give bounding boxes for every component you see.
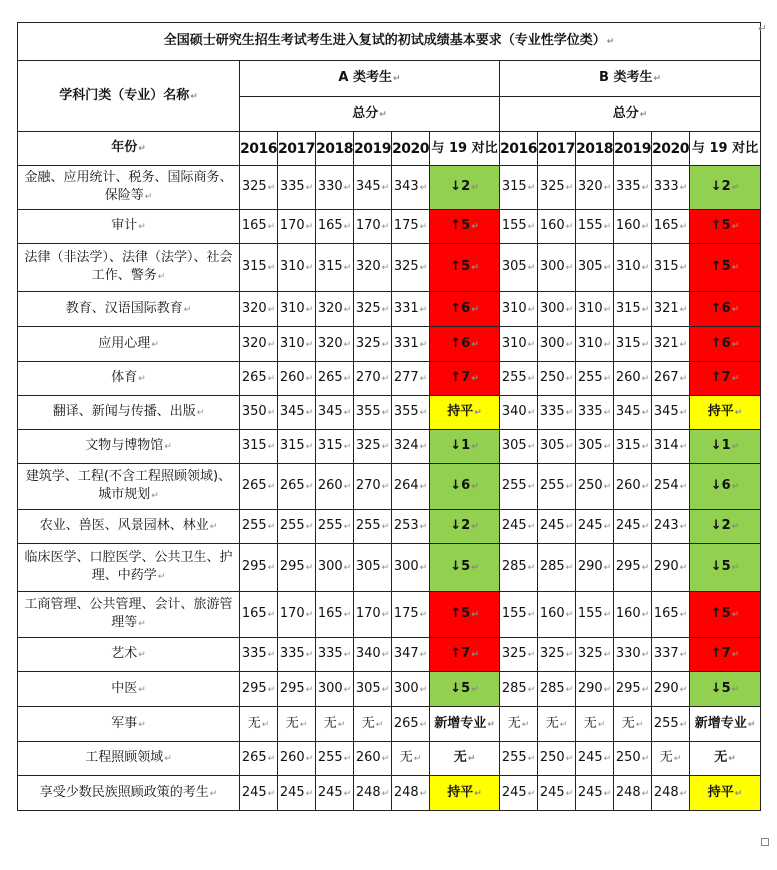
compare-a-cell: ↑5↵ [430, 592, 500, 638]
score-a-cell: 165↵ [316, 592, 354, 638]
score-a-cell: 175↵ [392, 592, 430, 638]
score-b-cell: 315↵ [652, 244, 690, 292]
score-a-cell: 245↵ [278, 776, 316, 811]
compare-b-cell: 新增专业↵ [690, 707, 761, 742]
score-a-cell: 265↵ [316, 362, 354, 396]
compare-a-cell: 持平↵ [430, 396, 500, 430]
score-a-cell: 320↵ [240, 292, 278, 327]
score-b-cell: 285↵ [538, 672, 576, 707]
score-b-cell: 305↵ [538, 430, 576, 464]
score-b-cell: 248↵ [652, 776, 690, 811]
subject-cell: 建筑学、工程(不含工程照顾领域)、城市规划↵ [18, 464, 240, 510]
score-b-cell: 245↵ [538, 510, 576, 544]
score-b-cell: 245↵ [538, 776, 576, 811]
score-b-cell: 260↵ [614, 362, 652, 396]
score-a-cell: 325↵ [354, 292, 392, 327]
score-a-cell: 300↵ [316, 672, 354, 707]
score-a-cell: 340↵ [354, 638, 392, 672]
year-a-2016: 2016 [240, 132, 278, 166]
table-row [18, 638, 761, 672]
score-b-cell: 305↵ [576, 244, 614, 292]
score-b-cell: 248↵ [614, 776, 652, 811]
compare-a-cell: ↓2↵ [430, 510, 500, 544]
score-a-cell: 295↵ [240, 544, 278, 592]
group-b-total-header: 总分↵ [500, 97, 761, 132]
compare-b-cell: ↑5↵ [690, 592, 761, 638]
compare-a-cell: 新增专业↵ [430, 707, 500, 742]
score-a-cell: 170↵ [278, 592, 316, 638]
score-b-cell: 255↵ [652, 707, 690, 742]
subject-cell: 审计↵ [18, 210, 240, 244]
compare-b-cell: 持平↵ [690, 776, 761, 811]
subject-cell: 中医↵ [18, 672, 240, 707]
score-b-cell: 335↵ [614, 166, 652, 210]
score-b-cell: 300↵ [538, 292, 576, 327]
subject-cell: 临床医学、口腔医学、公共卫生、护理、中药学↵ [18, 544, 240, 592]
compare-a-cell: 无↵ [430, 742, 500, 776]
subject-cell: 军事↵ [18, 707, 240, 742]
score-a-cell: 无↵ [278, 707, 316, 742]
score-a-cell: 255↵ [278, 510, 316, 544]
score-a-cell: 355↵ [354, 396, 392, 430]
score-a-cell: 335↵ [316, 638, 354, 672]
score-a-cell: 325↵ [354, 327, 392, 362]
score-b-cell: 290↵ [576, 544, 614, 592]
score-b-cell: 340↵ [500, 396, 538, 430]
subject-cell: 农业、兽医、风景园林、林业↵ [18, 510, 240, 544]
subject-cell: 工程照顾领域↵ [18, 742, 240, 776]
score-a-cell: 335↵ [278, 638, 316, 672]
compare-a-cell: ↑7↵ [430, 638, 500, 672]
score-a-cell: 255↵ [316, 510, 354, 544]
score-a-cell: 305↵ [354, 544, 392, 592]
score-b-cell: 305↵ [500, 430, 538, 464]
compare-b-cell: ↓2↵ [690, 510, 761, 544]
score-a-cell: 无↵ [354, 707, 392, 742]
subject-cell: 翻译、新闻与传播、出版↵ [18, 396, 240, 430]
subject-cell: 教育、汉语国际教育↵ [18, 292, 240, 327]
table-resize-handle[interactable] [761, 838, 769, 846]
score-b-cell: 310↵ [500, 327, 538, 362]
score-a-cell: 315↵ [316, 430, 354, 464]
score-b-cell: 300↵ [538, 327, 576, 362]
score-a-cell: 325↵ [240, 166, 278, 210]
subject-cell: 工商管理、公共管理、会计、旅游管理等↵ [18, 592, 240, 638]
year-b-2020: 2020 [652, 132, 690, 166]
compare-b-cell: ↑5↵ [690, 210, 761, 244]
score-a-cell: 300↵ [316, 544, 354, 592]
score-a-cell: 325↵ [392, 244, 430, 292]
subject-cell: 金融、应用统计、税务、国际商务、保险等↵ [18, 166, 240, 210]
compare-a-cell: ↑7↵ [430, 362, 500, 396]
score-b-cell: 300↵ [538, 244, 576, 292]
score-a-cell: 175↵ [392, 210, 430, 244]
compare-a-cell: ↑6↵ [430, 327, 500, 362]
compare-b-cell: 持平↵ [690, 396, 761, 430]
score-b-cell: 335↵ [538, 396, 576, 430]
score-b-cell: 260↵ [614, 464, 652, 510]
score-a-cell: 295↵ [278, 544, 316, 592]
score-a-cell: 350↵ [240, 396, 278, 430]
score-a-cell: 265↵ [392, 707, 430, 742]
score-b-cell: 255↵ [538, 464, 576, 510]
score-b-cell: 255↵ [500, 362, 538, 396]
score-a-cell: 310↵ [278, 292, 316, 327]
score-b-cell: 245↵ [576, 776, 614, 811]
score-b-cell: 337↵ [652, 638, 690, 672]
subject-cell: 艺术↵ [18, 638, 240, 672]
subject-column-header: 学科门类（专业）名称↵ [18, 61, 240, 132]
compare-b-cell: ↓2↵ [690, 166, 761, 210]
year-label: 年份↵ [18, 132, 240, 166]
score-b-cell: 无↵ [538, 707, 576, 742]
score-a-cell: 277↵ [392, 362, 430, 396]
score-a-cell: 265↵ [240, 464, 278, 510]
score-a-cell: 248↵ [354, 776, 392, 811]
score-a-cell: 315↵ [240, 430, 278, 464]
score-b-cell: 290↵ [652, 672, 690, 707]
table-row [18, 244, 761, 292]
score-a-cell: 345↵ [316, 396, 354, 430]
year-a-2020: 2020 [392, 132, 430, 166]
score-a-cell: 260↵ [278, 742, 316, 776]
table-row [18, 592, 761, 638]
table-row [18, 396, 761, 430]
score-b-cell: 285↵ [538, 544, 576, 592]
table-row [18, 776, 761, 811]
compare-b-cell: ↓1↵ [690, 430, 761, 464]
score-a-cell: 310↵ [278, 244, 316, 292]
compare-b-cell: ↓5↵ [690, 672, 761, 707]
year-b-2019: 2019 [614, 132, 652, 166]
score-a-cell: 315↵ [240, 244, 278, 292]
score-a-cell: 270↵ [354, 464, 392, 510]
compare-b-cell: ↓5↵ [690, 544, 761, 592]
subject-cell: 体育↵ [18, 362, 240, 396]
score-b-cell: 160↵ [538, 210, 576, 244]
score-a-cell: 295↵ [240, 672, 278, 707]
score-table [17, 22, 761, 811]
year-a-2017: 2017 [278, 132, 316, 166]
compare-b-cell: ↑5↵ [690, 244, 761, 292]
score-b-cell: 314↵ [652, 430, 690, 464]
score-a-cell: 355↵ [392, 396, 430, 430]
score-a-cell: 310↵ [278, 327, 316, 362]
score-a-cell: 347↵ [392, 638, 430, 672]
table-row [18, 742, 761, 776]
table-row [18, 362, 761, 396]
score-b-cell: 无↵ [614, 707, 652, 742]
score-b-cell: 315↵ [500, 166, 538, 210]
score-a-cell: 170↵ [354, 592, 392, 638]
score-a-cell: 245↵ [240, 776, 278, 811]
compare-a-cell: ↓2↵ [430, 166, 500, 210]
score-b-cell: 155↵ [500, 210, 538, 244]
score-a-cell: 295↵ [278, 672, 316, 707]
table-row [18, 210, 761, 244]
score-b-cell: 160↵ [614, 592, 652, 638]
score-a-cell: 245↵ [316, 776, 354, 811]
score-a-cell: 253↵ [392, 510, 430, 544]
score-b-cell: 310↵ [576, 292, 614, 327]
score-a-cell: 320↵ [240, 327, 278, 362]
score-b-cell: 320↵ [576, 166, 614, 210]
score-a-cell: 331↵ [392, 327, 430, 362]
score-a-cell: 265↵ [240, 362, 278, 396]
year-header-row [18, 132, 761, 166]
score-a-cell: 330↵ [316, 166, 354, 210]
score-b-cell: 325↵ [538, 166, 576, 210]
compare-b-cell: 无↵ [690, 742, 761, 776]
score-a-cell: 165↵ [240, 210, 278, 244]
score-b-cell: 255↵ [576, 362, 614, 396]
score-b-cell: 305↵ [500, 244, 538, 292]
score-a-cell: 255↵ [316, 742, 354, 776]
score-b-cell: 无↵ [652, 742, 690, 776]
score-b-cell: 250↵ [576, 464, 614, 510]
score-a-cell: 260↵ [354, 742, 392, 776]
score-b-cell: 315↵ [614, 327, 652, 362]
score-b-cell: 321↵ [652, 292, 690, 327]
table-row [18, 707, 761, 742]
score-a-cell: 345↵ [278, 396, 316, 430]
score-a-cell: 165↵ [316, 210, 354, 244]
score-b-cell: 285↵ [500, 672, 538, 707]
compare-a-cell: ↓5↵ [430, 544, 500, 592]
subject-cell: 应用心理↵ [18, 327, 240, 362]
score-b-cell: 155↵ [500, 592, 538, 638]
score-requirements-document [17, 22, 760, 811]
score-b-cell: 245↵ [500, 510, 538, 544]
table-row [18, 327, 761, 362]
compare-b-cell: ↓6↵ [690, 464, 761, 510]
score-a-cell: 300↵ [392, 544, 430, 592]
score-a-cell: 264↵ [392, 464, 430, 510]
group-a-header: A 类考生↵ [240, 61, 500, 97]
score-a-cell: 320↵ [316, 292, 354, 327]
score-a-cell: 255↵ [354, 510, 392, 544]
score-a-cell: 265↵ [278, 464, 316, 510]
score-a-cell: 265↵ [240, 742, 278, 776]
score-b-cell: 243↵ [652, 510, 690, 544]
score-b-cell: 155↵ [576, 592, 614, 638]
score-a-cell: 343↵ [392, 166, 430, 210]
score-b-cell: 345↵ [614, 396, 652, 430]
table-title: 全国硕士研究生招生考试考生进入复试的初试成绩基本要求（专业性学位类）↵ [18, 23, 761, 61]
year-a-2019: 2019 [354, 132, 392, 166]
table-row [18, 544, 761, 592]
compare-a-cell: ↑5↵ [430, 244, 500, 292]
score-a-cell: 345↵ [354, 166, 392, 210]
score-b-cell: 无↵ [576, 707, 614, 742]
score-a-cell: 无↵ [316, 707, 354, 742]
score-a-cell: 315↵ [278, 430, 316, 464]
score-b-cell: 330↵ [614, 638, 652, 672]
score-a-cell: 260↵ [316, 464, 354, 510]
score-b-cell: 165↵ [652, 592, 690, 638]
score-a-cell: 300↵ [392, 672, 430, 707]
score-a-cell: 305↵ [354, 672, 392, 707]
score-a-cell: 335↵ [278, 166, 316, 210]
compare-b-header: 与 19 对比 [690, 132, 761, 166]
score-a-cell: 325↵ [354, 430, 392, 464]
score-b-cell: 250↵ [538, 742, 576, 776]
compare-a-cell: ↓6↵ [430, 464, 500, 510]
score-b-cell: 333↵ [652, 166, 690, 210]
score-b-cell: 290↵ [576, 672, 614, 707]
compare-b-cell: ↑6↵ [690, 327, 761, 362]
score-b-cell: 335↵ [576, 396, 614, 430]
table-row [18, 672, 761, 707]
table-row [18, 166, 761, 210]
score-b-cell: 250↵ [614, 742, 652, 776]
score-b-cell: 345↵ [652, 396, 690, 430]
score-b-cell: 245↵ [576, 510, 614, 544]
year-b-2017: 2017 [538, 132, 576, 166]
paragraph-mark: ↵ [757, 22, 767, 35]
compare-b-cell: ↑7↵ [690, 362, 761, 396]
score-b-cell: 285↵ [500, 544, 538, 592]
score-a-cell: 170↵ [354, 210, 392, 244]
score-b-cell: 310↵ [576, 327, 614, 362]
score-b-cell: 290↵ [652, 544, 690, 592]
subject-cell: 享受少数民族照顾政策的考生↵ [18, 776, 240, 811]
score-b-cell: 245↵ [614, 510, 652, 544]
table-row [18, 464, 761, 510]
score-a-cell: 170↵ [278, 210, 316, 244]
score-b-cell: 325↵ [500, 638, 538, 672]
year-b-2018: 2018 [576, 132, 614, 166]
score-b-cell: 321↵ [652, 327, 690, 362]
score-a-cell: 315↵ [316, 244, 354, 292]
table-row [18, 430, 761, 464]
score-b-cell: 325↵ [538, 638, 576, 672]
compare-a-cell: ↓5↵ [430, 672, 500, 707]
score-b-cell: 310↵ [614, 244, 652, 292]
table-row [18, 292, 761, 327]
score-b-cell: 155↵ [576, 210, 614, 244]
score-b-cell: 315↵ [614, 430, 652, 464]
compare-a-cell: ↑5↵ [430, 210, 500, 244]
year-b-2016: 2016 [500, 132, 538, 166]
year-a-2018: 2018 [316, 132, 354, 166]
subject-cell: 文物与博物馆↵ [18, 430, 240, 464]
compare-a-cell: ↓1↵ [430, 430, 500, 464]
score-a-cell: 324↵ [392, 430, 430, 464]
subject-cell: 法律（非法学）、法律（法学）、社会工作、警务↵ [18, 244, 240, 292]
group-b-header: B 类考生↵ [500, 61, 761, 97]
score-a-cell: 无↵ [240, 707, 278, 742]
score-a-cell: 无↵ [392, 742, 430, 776]
group-a-total-header: 总分↵ [240, 97, 500, 132]
score-b-cell: 245↵ [576, 742, 614, 776]
score-a-cell: 248↵ [392, 776, 430, 811]
score-b-cell: 315↵ [614, 292, 652, 327]
score-b-cell: 254↵ [652, 464, 690, 510]
score-b-cell: 245↵ [500, 776, 538, 811]
score-b-cell: 255↵ [500, 464, 538, 510]
score-b-cell: 325↵ [576, 638, 614, 672]
compare-a-header: 与 19 对比 [430, 132, 500, 166]
score-b-cell: 无↵ [500, 707, 538, 742]
score-a-cell: 320↵ [354, 244, 392, 292]
score-b-cell: 160↵ [538, 592, 576, 638]
score-b-cell: 267↵ [652, 362, 690, 396]
table-row [18, 510, 761, 544]
score-a-cell: 165↵ [240, 592, 278, 638]
score-b-cell: 165↵ [652, 210, 690, 244]
score-a-cell: 335↵ [240, 638, 278, 672]
compare-b-cell: ↑7↵ [690, 638, 761, 672]
score-b-cell: 295↵ [614, 672, 652, 707]
score-b-cell: 250↵ [538, 362, 576, 396]
score-b-cell: 295↵ [614, 544, 652, 592]
score-a-cell: 320↵ [316, 327, 354, 362]
score-b-cell: 305↵ [576, 430, 614, 464]
score-a-cell: 255↵ [240, 510, 278, 544]
score-b-cell: 160↵ [614, 210, 652, 244]
score-a-cell: 331↵ [392, 292, 430, 327]
compare-b-cell: ↑6↵ [690, 292, 761, 327]
compare-a-cell: ↑6↵ [430, 292, 500, 327]
score-b-cell: 310↵ [500, 292, 538, 327]
score-b-cell: 255↵ [500, 742, 538, 776]
compare-a-cell: 持平↵ [430, 776, 500, 811]
score-a-cell: 270↵ [354, 362, 392, 396]
score-a-cell: 260↵ [278, 362, 316, 396]
